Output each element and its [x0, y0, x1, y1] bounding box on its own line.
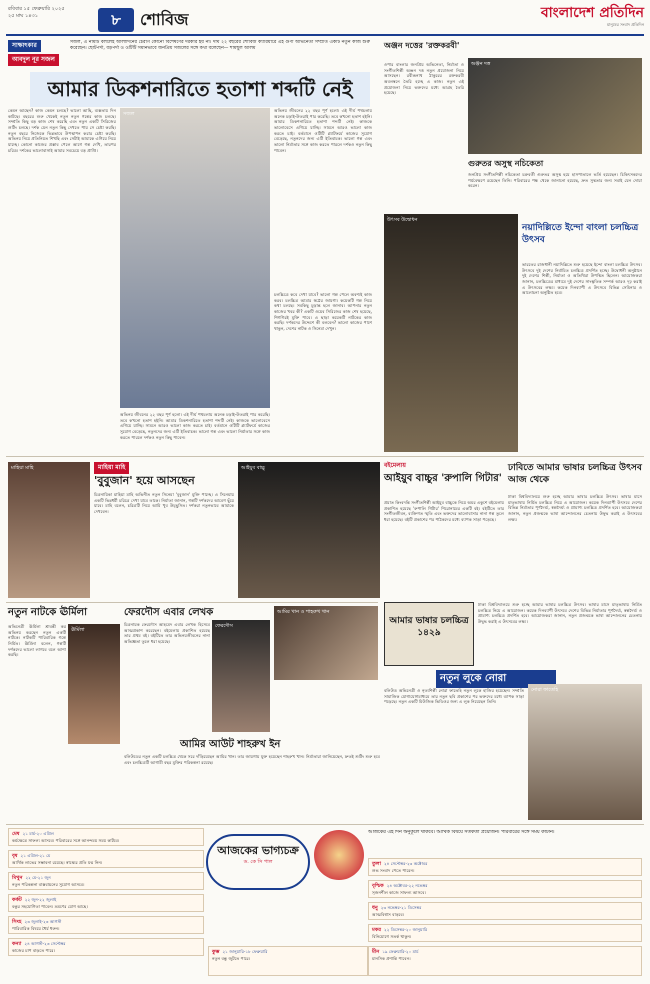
horoscope-sign [368, 946, 642, 976]
sign-name: সিংহ [12, 919, 22, 925]
sign-date: ২২ ডিসেম্বর-২০ জানুয়ারি [384, 927, 428, 932]
sign-date: ২১ মার্চ-২০ এপ্রিল [22, 831, 55, 836]
horoscope-sign [8, 828, 204, 846]
ayub-photo-caption: আইয়ুব বাচ্চু [241, 465, 265, 471]
anjan-title: অঞ্জন দত্তের 'রক্তকরবী' [384, 40, 460, 50]
sign-name: মিথুন [12, 875, 23, 881]
ayub-photo [238, 462, 380, 598]
anjan-text: ওপার বাংলার জনপ্রিয় অভিনেতা, নির্মাতা ও সংগীতশিল্পী অঞ্জন দত্ত নতুন প্রযোজনা নিয়ে আসছেন। রবীন্দ্রনাথ ঠাকুরের রক্তকরবী অবলম্বনে তৈরি হচ্ছে এ কাজ। নতুন এই প্রযোজনা নিয়ে ভক্তদের মধ্যে আগ্রহ তৈরি হয়েছে। [384, 62, 464, 96]
nora-text: বলিউড অভিনেত্রী ও নৃত্যশিল্পী নোরা ফাতেহি নতুন লুকে হাজির হয়েছেন। সম্প্রতি সামাজিক যোগাযোগমাধ্যমে তার নতুন ছবি প্রকাশের পর ভক্তদের মধ্যে ব্যাপক সাড়া পড়েছে। নতুন একটি মিউজিক ভিডিওর জন্য এ লুক নিয়েছেন তিনি। [384, 688, 524, 705]
sign-date: ২২ মে-২১ জুন [25, 875, 51, 880]
bangla-date-text: ২৫ মাঘ ১৪৩১ [8, 12, 38, 19]
lead-byline: আবদুল নূর সজল [8, 54, 59, 66]
sign-text: সৃজনশীল কাজে সাফল্য আসবে। [372, 889, 426, 895]
logo-tagline: মানুষের সংবাদ প্রতিদিন [607, 22, 644, 27]
sign-date: ২২ জুন-২২ জুলাই [24, 897, 57, 902]
sign-text: নতুন পরিকল্পনা বাস্তবায়নের সুযোগ আসবে। [12, 881, 85, 887]
aamir-photo [274, 606, 378, 680]
aamir-title: আমির আউট শাহরুখ ইন [180, 739, 281, 750]
mahiya-photo-caption: মাহিয়া মাহি [11, 465, 34, 471]
sign-text: আর্থিক লাভের সম্ভাবনা রয়েছে। স্বাস্থ্যের প্রতি যত্ন নিন। [12, 859, 103, 865]
anjan-photo [468, 58, 642, 154]
theater-text: অভিনেত্রী ঊর্মিলা শ্রাবন্তী কর অভিনয় করছেন নতুন একটি নাটকে। নাটকটি পারিবারিক গল্পে নির্মিত। ঊর্মিলা বলেন, গল্পটি দর্শকদের ভালো লাগবে বলে আশা করছি। [8, 624, 66, 658]
ayub-title: আইয়ুব বাচ্চুর 'রুপালি গিটার' [384, 473, 502, 484]
sign-date: ২১ এপ্রিল-২১ মে [20, 853, 51, 858]
ayub-kicker: বইমেলায় [384, 462, 406, 469]
dhaka-fest-poster: আমার ভাষার চলচ্চিত্র ১৪২৯ [384, 602, 474, 666]
horoscope-sign [368, 924, 642, 942]
section-divider-1 [6, 456, 644, 457]
ayub-text: প্রয়াত কিংবদন্তি সংগীতশিল্পী আইয়ুব বাচ্চুকে নিয়ে অমর একুশে বইমেলায় প্রকাশিত হয়েছে 'রুপালি গিটার' শিরোনামের একটি বই। বইটিতে তার সংগীতজীবন, ব্যক্তিগত স্মৃতি এবং ভক্তদের ভালোবাসার নানা গল্প তুলে ধরা হয়েছে। বইটি প্রকাশের পর পাঠকদের মধ্যে ব্যাপক সাড়া পড়েছে। [384, 500, 504, 523]
horoscope-sign [368, 858, 642, 876]
lead-intro: সজল, এ নামটি বললেই আলাদিনের চেরাগ কোনো বিশেষণের দরকার হয় না। দীর্ঘ ২২ বছরের শোবিজ ক্যারিয়ারে এই গুণী অভিনেতা সম্প্রতি একটি নতুন কাজ শুরু করেছেন। ছোটপর্দা, বড়পর্দা ও ওটিটি সমানভাবে জনপ্রিয় সজলের সঙ্গে কথা বলেছেন— শামছুল আলম [70, 40, 370, 52]
horoscope-grid [8, 828, 642, 978]
section-title: শোবিজ [140, 10, 189, 29]
sign-date: ২৩ জুলাই-২৩ আগস্ট [24, 919, 62, 924]
festival-title: নয়াদিল্লিতে ইন্দো বাংলা চলচ্চিত্র উৎসব [522, 223, 639, 246]
sign-name: মেষ [12, 831, 20, 837]
sign-date: ২৪ আগস্ট-২৩ সেপ্টেম্বর [24, 941, 66, 946]
sign-name: কর্কট [12, 897, 22, 903]
aamir-photo-caption: আমির খান ও শাহরুখ খান [277, 609, 330, 615]
sign-text: কর্মক্ষেত্রে সাফল্য আসবে। পরিবারের সঙ্গে আনন্দময় সময় কাটবে। [12, 837, 120, 843]
sign-text: কাজের চাপ বাড়তে পারে। [12, 947, 56, 953]
festival-photo-caption: উৎসব উদ্বোধন [387, 217, 418, 223]
aamir-text: বলিউডের নতুন একটি চলচ্চিত্র থেকে সরে দাঁড়িয়েছেন আমির খান। তার জায়গায় যুক্ত হয়েছেন শাহরুখ খান। নির্মাতারা জানিয়েছেন, দ্রুতই শুটিং শুরু হবে এবং চলচ্চিত্রটি আগামী বছর মুক্তির পরিকল্পনা রয়েছে। [124, 754, 380, 765]
lead-headline: আমার ডিকশনারিতে হতাশা শব্দটি নেই [30, 72, 370, 107]
lead-column-3: চলচ্চিত্রে কবে দেখা যাবে? ভালো গল্প পেলে অবশ্যই কাজ করব। চলচ্চিত্র আমার স্বপ্নের জায়গা। কয়েকটি গল্প নিয়ে কথা চলছে। সবকিছু চূড়ান্ত হলে জানাব। আপনার নতুন কাজের খবর কী? একটি ওয়েব সিরিজের কাজ শেষ হয়েছে, শিগগিরই মুক্তি পাবে। এ ছাড়া কয়েকটি নাটকের কাজ করছি। দর্শকদের উদ্দেশে কী বলবেন? ভালো কাজের পাশে থাকুন, দেশের নাটক ও সিনেমা দেখুন। [274, 292, 372, 332]
sign-date: ২৪ অক্টোবর-২২ নভেম্বর [386, 883, 428, 888]
mahiya-kicker: মাহিয়া মাহি [94, 462, 129, 474]
theater-photo [68, 624, 120, 744]
sign-name: কুম্ভ [212, 949, 220, 955]
dhaka-fest-text-2: ঢাকা বিশ্ববিদ্যালয়ে শুরু হচ্ছে আমার ভাষার চলচ্চিত্র উৎসব। ভাষার মাসে মাতৃভাষায় নির্মিত চলচ্চিত্র নিয়ে এ আয়োজন। কয়েক দিনব্যাপী উৎসবে দেশের বিভিন্ন নির্মাতার পূর্ণদৈর্ঘ্য, স্বল্পদৈর্ঘ্য ও প্রামাণ্য চলচ্চিত্র প্রদর্শিত হবে। আয়োজকরা জানান, নতুন প্রজন্মকে ভাষা আন্দোলনের চেতনায় উদ্বুদ্ধ করাই এ উৎসবের লক্ষ্য। [478, 602, 642, 625]
nora-photo-caption: নোরা ফাতেহি [531, 687, 559, 693]
sign-text: নতুন বন্ধু জুটতে পারে। [212, 955, 251, 961]
sign-date: ২১ জানুয়ারি-১৮ ফেব্রুয়ারি [222, 949, 268, 954]
nora-title: নতুন লুকে নোরা [436, 670, 556, 688]
sign-date: ২৪ সেপ্টেম্বর-২৩ অক্টোবর [383, 861, 428, 866]
horoscope-intro: আজকের এই দিন অনুকূলে থাকবে। আর্থিক বিষয়ে সতর্কতা প্রয়োজন। পরিবারের সঙ্গে সময় কাটান। [368, 830, 555, 835]
horoscope-sign [8, 872, 204, 890]
mahiya-photo [8, 462, 90, 598]
header-rule [6, 34, 644, 36]
nachiketa-title: গুরুতর অসুস্থ নচিকেতা [468, 158, 544, 168]
sign-name: ধনু [372, 905, 378, 911]
horoscope-sign [208, 946, 368, 976]
lead-column-4: অভিনয় জীবনের ২২ বছর পূর্ণ হলো। এই দীর্ঘ পথচলায় অনেক চড়াই-উতরাই পার করেছি। তবে কখনো হতাশ হইনি। আমার ডিকশনারিতে হতাশা শব্দটি নেই। কাজকে ভালোবেসে এগিয়ে যাচ্ছি। সামনে আরও ভালো কাজ করতে চাই। বর্তমানে ওটিটি প্ল্যাটফর্মে কাজের সুযোগ বেড়েছে, নতুনদের জন্য এটি ইতিবাচক। ভালো গল্প এবং ভালো নির্মাতার সঙ্গে কাজ করতে পারলে দর্শকও নতুন কিছু পাবেন। [120, 412, 270, 440]
ferdous-photo-caption: ফেরদৌস [215, 623, 233, 629]
page-number: ৮ [98, 8, 134, 32]
lead-photo-caption: সজল [123, 111, 135, 117]
horoscope-title: আজকের ভাগ্যচক্র [217, 844, 299, 857]
mahiya-text: চিত্রনায়িকা মাহিয়া মাহি অভিনীত নতুন সিনেমা 'বুবুজান' মুক্তি পাচ্ছে। এ সিনেমায় একটি ভিন্নধর্মী চরিত্রে দেখা যাবে তাকে। নির্মাতা জানান, গল্পটি দর্শকদের আবেগ ছুঁয়ে যাবে। মাহি বলেন, চরিত্রটি নিয়ে আমি খুব উচ্ছ্বসিত। দর্শকরা নতুনভাবে আমাকে দেখবেন। [94, 492, 234, 515]
ferdous-text: চিত্রনায়ক ফেরদৌস আহমেদ এবার লেখক হিসেবে আত্মপ্রকাশ করেছেন। বইমেলায় প্রকাশিত হয়েছে তার প্রথম বই। বইটিতে তার অভিনয়জীবনের নানা অভিজ্ঞতা তুলে ধরা হয়েছে। [124, 622, 210, 645]
sign-text: মানসিক প্রশান্তি পাবেন। [372, 955, 411, 961]
nachiketa-text: জনপ্রিয় সংগীতশিল্পী নচিকেতা চক্রবর্তী গুরুতর অসুস্থ হয়ে হাসপাতালে ভর্তি হয়েছেন। চিকিৎসকদের পর্যবেক্ষণে রয়েছেন তিনি। পরিবারের পক্ষ থেকে জানানো হয়েছে, দ্রুত সুস্থতার জন্য সবাই যেন দোয়া করেন। [468, 172, 642, 189]
horoscope-sign [8, 938, 204, 956]
horoscope-sign [8, 916, 204, 934]
theater-title: নতুন নাটকে ঊর্মিলা [8, 607, 87, 618]
dhaka-fest-text: ঢাকা বিশ্ববিদ্যালয়ে শুরু হচ্ছে আমার ভাষার চলচ্চিত্র উৎসব। ভাষার মাসে মাতৃভাষায় নির্মিত চলচ্চিত্র নিয়ে এ আয়োজন। কয়েক দিনব্যাপী উৎসবে দেশের বিভিন্ন নির্মাতার পূর্ণদৈর্ঘ্য, স্বল্পদৈর্ঘ্য ও প্রামাণ্য চলচ্চিত্র প্রদর্শিত হবে। আয়োজকরা জানান, নতুন প্রজন্মকে ভাষা আন্দোলনের চেতনায় উদ্বুদ্ধ করাই এ উৎসবের লক্ষ্য। [508, 494, 642, 522]
sign-name: তুলা [372, 861, 381, 867]
sign-text: আত্মবিশ্বাস বাড়বে। [372, 911, 405, 917]
horoscope-sign [8, 850, 204, 868]
lead-column-2: অভিনয় জীবনের ২২ বছর পূর্ণ হলো। এই দীর্ঘ পথচলায় অনেক চড়াই-উতরাই পার করেছি। তবে কখনো হতাশ হইনি। আমার ডিকশনারিতে হতাশা শব্দটি নেই। কাজকে ভালোবেসে এগিয়ে যাচ্ছি। সামনে আরও ভালো কাজ করতে চাই। বর্তমানে ওটিটি প্ল্যাটফর্মে কাজের সুযোগ বেড়েছে, নতুনদের জন্য এটি ইতিবাচক। ভালো গল্প এবং ভালো নির্মাতার সঙ্গে কাজ করতে পারলে দর্শকও নতুন কিছু পাবেন। [274, 108, 372, 153]
sign-name: মীন [372, 949, 380, 955]
sign-text: বিনিয়োগে সতর্ক থাকুন। [372, 933, 412, 939]
sign-date: ২৩ নভেম্বর-২১ ডিসেম্বর [380, 905, 422, 910]
nora-photo [528, 684, 642, 820]
festival-text: ভারতের রাজধানী নয়াদিল্লিতে শুরু হয়েছে ইন্দো বাংলা চলচ্চিত্র উৎসব। উৎসবে দুই দেশের নির্বাচিত চলচ্চিত্র প্রদর্শিত হচ্ছে। উদ্বোধনী অনুষ্ঠানে দুই দেশের শিল্পী, নির্মাতা ও অতিথিরা উপস্থিত ছিলেন। আয়োজকরা জানান, চলচ্চিত্রের মাধ্যমে দুই দেশের সাংস্কৃতিক সম্পর্ক আরও দৃঢ় করাই এ উৎসবের লক্ষ্য। কয়েক দিনব্যাপী এ উৎসবে বিভিন্ন সেমিনার ও আলোচনা অনুষ্ঠিত হবে। [522, 262, 642, 296]
sign-name: কন্যা [12, 941, 22, 947]
sign-name: বৃষ [12, 853, 18, 859]
section-divider-2 [6, 602, 378, 603]
dhaka-fest-title: ঢাবিতে আমার ভাষার চলচ্চিত্র উৎসব আজ থেকে [508, 463, 642, 486]
date-text: রবিবার ১৫ ফেব্রুয়ারি ২০২৫ [8, 6, 65, 12]
sign-date: ১৯ ফেব্রুয়ারি-২০ মার্চ [382, 949, 419, 954]
newspaper-logo: বাংলাদেশ প্রতিদিন [540, 5, 644, 21]
horoscope-author: ড. কে সি পাল [243, 858, 273, 865]
lead-column-1: কেমন আছেন? কাজ কেমন চলছে? ভালো আছি, ব্যস্ততায় দিন কাটছে। বছরের শুরু থেকেই নতুন নতুন গল্পের কাজ চলছে। সম্প্রতি কিছু বড় কাজ শেষ করেছি এবং নতুন একটি সিরিজের শুটিং চলছে। দর্শক যেন নতুন কিছু দেখতে পায় সে চেষ্টা করছি। নতুন বছরে নিজেকে ভিন্নভাবে উপস্থাপন করার চেষ্টা করছি। অভিনয় নিয়ে প্রতিনিয়ত শিখছি এবং সেটাই আমাকে এগিয়ে নিয়ে যাচ্ছে। কোনো কাজের প্রস্তাব পেলে আগে গল্প দেখি, তারপর চরিত্র। দর্শকের ভালোবাসাই আমার সবচেয়ে বড় প্রাপ্তি। [8, 108, 116, 153]
sign-text: শুভ সংবাদ পেতে পারেন। [372, 867, 415, 873]
theater-photo-caption: ঊর্মিলা [71, 627, 85, 633]
ferdous-photo [212, 620, 270, 732]
anjan-photo-caption: অঞ্জন দত্ত [471, 61, 491, 67]
festival-photo [384, 214, 518, 452]
sign-text: বন্ধুর সহযোগিতা পাবেন। ভ্রমণের যোগ আছে। [12, 903, 88, 909]
horoscope-sign [368, 880, 642, 898]
horoscope-sign [8, 894, 204, 912]
lead-photo [120, 108, 270, 408]
mahiya-title: 'বুবুজান' হয়ে আসছেন [94, 474, 195, 487]
section-divider-3 [6, 824, 644, 825]
sign-name: মকর [372, 927, 382, 933]
sign-name: বৃশ্চিক [372, 883, 384, 889]
sign-text: পারিবারিক বিষয়ে ধৈর্য ধরুন। [12, 925, 60, 931]
horoscope-sign [368, 902, 642, 920]
ferdous-title: ফেরদৌস এবার লেখক [124, 607, 214, 618]
lead-kicker: সাক্ষাৎকার [8, 40, 41, 52]
